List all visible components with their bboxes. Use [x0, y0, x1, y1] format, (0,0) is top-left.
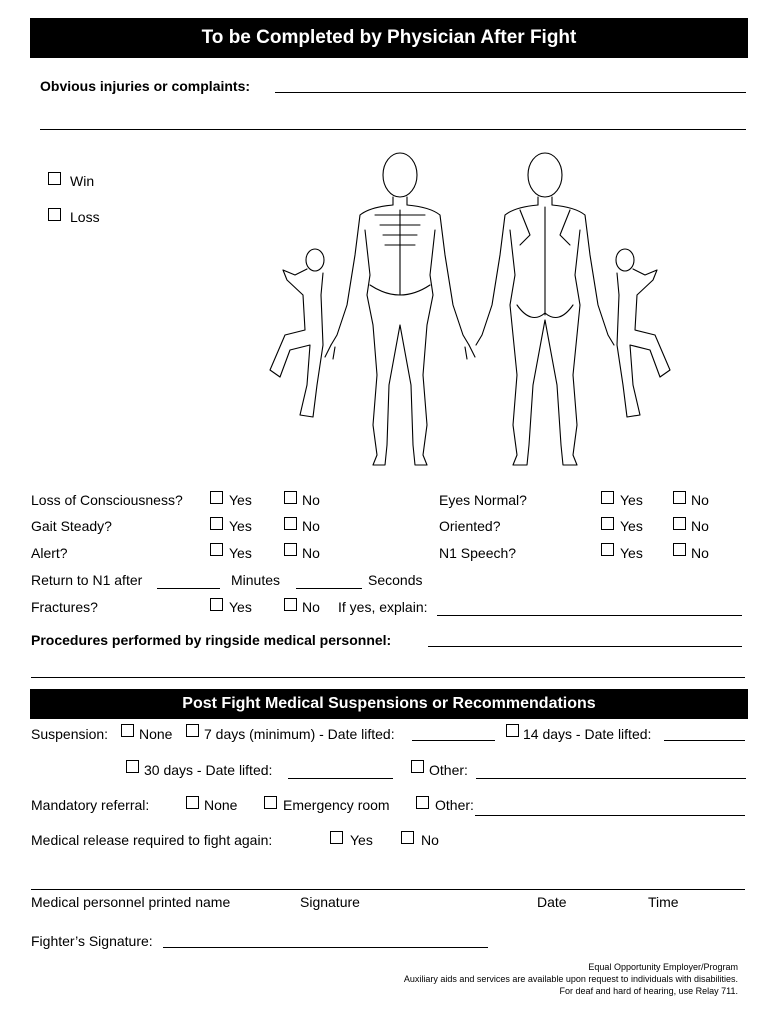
page-title-banner [30, 18, 748, 58]
suspension-14days-label: 14 days - Date lifted: [523, 726, 652, 742]
fractures-no-checkbox[interactable] [284, 598, 297, 611]
speech-label: N1 Speech? [439, 545, 517, 561]
referral-other-field[interactable] [475, 815, 745, 816]
alert-no-checkbox[interactable] [284, 543, 297, 556]
release-yes-label: Yes [350, 832, 373, 848]
referral-none-label: None [204, 797, 238, 813]
release-no-label: No [421, 832, 439, 848]
oriented-label: Oriented? [439, 518, 501, 534]
eyes-label: Eyes Normal? [439, 492, 527, 508]
gait-label: Gait Steady? [31, 518, 112, 534]
injuries-field-2[interactable] [40, 129, 746, 130]
explain-field[interactable] [437, 615, 742, 616]
oriented-no-label: No [691, 518, 709, 534]
page-title: To be Completed by Physician After Fight [201, 27, 577, 48]
suspension-none-checkbox[interactable] [121, 724, 134, 737]
referral-none-checkbox[interactable] [186, 796, 199, 809]
suspension-14days-checkbox[interactable] [506, 724, 519, 737]
back-body-figure [476, 153, 614, 465]
oriented-yes-label: Yes [620, 518, 643, 534]
referral-other-label: Other: [435, 797, 474, 813]
14days-date-field[interactable] [664, 740, 745, 741]
7days-date-field[interactable] [412, 740, 495, 741]
date-label: Date [537, 894, 567, 910]
release-yes-checkbox[interactable] [330, 831, 343, 844]
loss-checkbox[interactable] [48, 208, 61, 221]
signature-line[interactable] [31, 889, 745, 890]
fighter-signature-field[interactable] [163, 947, 488, 948]
footer-line-3: For deaf and hard of hearing, use Relay 711. [559, 986, 738, 996]
oriented-no-checkbox[interactable] [673, 517, 686, 530]
win-label: Win [70, 173, 95, 189]
footer-line-2: Auxiliary aids and services are available upon request to individuals with disabilities. [403, 974, 738, 984]
suspension-other-checkbox[interactable] [411, 760, 424, 773]
release-label: Medical release required to fight again: [31, 832, 273, 848]
suspension-other-label: Other: [429, 762, 468, 778]
minutes-label: Minutes [231, 572, 281, 588]
injuries-label: Obvious injuries or complaints: [40, 78, 251, 94]
suspension-none-label: None [139, 726, 173, 742]
alert-yes-checkbox[interactable] [210, 543, 223, 556]
fractures-yes-checkbox[interactable] [210, 598, 223, 611]
loc-no-checkbox[interactable] [284, 491, 297, 504]
side-figure-left [270, 249, 324, 417]
signature-label: Signature [300, 894, 360, 910]
footer-line-1: Equal Opportunity Employer/Program [588, 962, 738, 972]
explain-label: If yes, explain: [338, 599, 428, 615]
loc-no-label: No [302, 492, 320, 508]
30days-date-field[interactable] [288, 778, 393, 779]
gait-yes-checkbox[interactable] [210, 517, 223, 530]
procedures-field[interactable] [428, 646, 742, 647]
body-diagram[interactable] [255, 145, 685, 485]
alert-yes-label: Yes [229, 545, 252, 561]
post-fight-banner [30, 689, 748, 719]
win-checkbox[interactable] [48, 172, 61, 185]
side-figure-right [616, 249, 670, 417]
eyes-no-checkbox[interactable] [673, 491, 686, 504]
fighter-signature-label: Fighter’s Signature: [31, 933, 153, 949]
fractures-label: Fractures? [31, 599, 98, 615]
suspension-7days-checkbox[interactable] [186, 724, 199, 737]
post-fight-title: Post Fight Medical Suspensions or Recommendations [182, 695, 596, 712]
loc-yes-label: Yes [229, 492, 252, 508]
fractures-no-label: No [302, 599, 320, 615]
alert-label: Alert? [31, 545, 68, 561]
alert-no-label: No [302, 545, 320, 561]
suspension-30days-checkbox[interactable] [126, 760, 139, 773]
release-no-checkbox[interactable] [401, 831, 414, 844]
fractures-yes-label: Yes [229, 599, 252, 615]
minutes-field[interactable] [157, 588, 220, 589]
referral-er-checkbox[interactable] [264, 796, 277, 809]
gait-no-checkbox[interactable] [284, 517, 297, 530]
time-label: Time [648, 894, 679, 910]
injuries-field[interactable] [275, 92, 746, 93]
loss-label: Loss [70, 209, 100, 225]
suspension-7days-label: 7 days (minimum) - Date lifted: [204, 726, 395, 742]
gait-yes-label: Yes [229, 518, 252, 534]
seconds-field[interactable] [296, 588, 362, 589]
suspension-30days-label: 30 days - Date lifted: [144, 762, 273, 778]
referral-other-checkbox[interactable] [416, 796, 429, 809]
eyes-no-label: No [691, 492, 709, 508]
suspension-other-field[interactable] [476, 778, 746, 779]
loc-label: Loss of Consciousness? [31, 492, 183, 508]
referral-er-label: Emergency room [283, 797, 390, 813]
speech-no-label: No [691, 545, 709, 561]
speech-yes-checkbox[interactable] [601, 543, 614, 556]
seconds-label: Seconds [368, 572, 423, 588]
procedures-label: Procedures performed by ringside medical personnel: [31, 632, 392, 648]
loc-yes-checkbox[interactable] [210, 491, 223, 504]
eyes-yes-checkbox[interactable] [601, 491, 614, 504]
front-body-figure [325, 153, 475, 465]
printed-name-label: Medical personnel printed name [31, 894, 231, 910]
suspension-label: Suspension: [31, 726, 109, 742]
speech-yes-label: Yes [620, 545, 643, 561]
speech-no-checkbox[interactable] [673, 543, 686, 556]
referral-label: Mandatory referral: [31, 797, 150, 813]
eyes-yes-label: Yes [620, 492, 643, 508]
oriented-yes-checkbox[interactable] [601, 517, 614, 530]
procedures-field-2[interactable] [31, 677, 745, 678]
gait-no-label: No [302, 518, 320, 534]
return-label: Return to N1 after [31, 572, 143, 588]
